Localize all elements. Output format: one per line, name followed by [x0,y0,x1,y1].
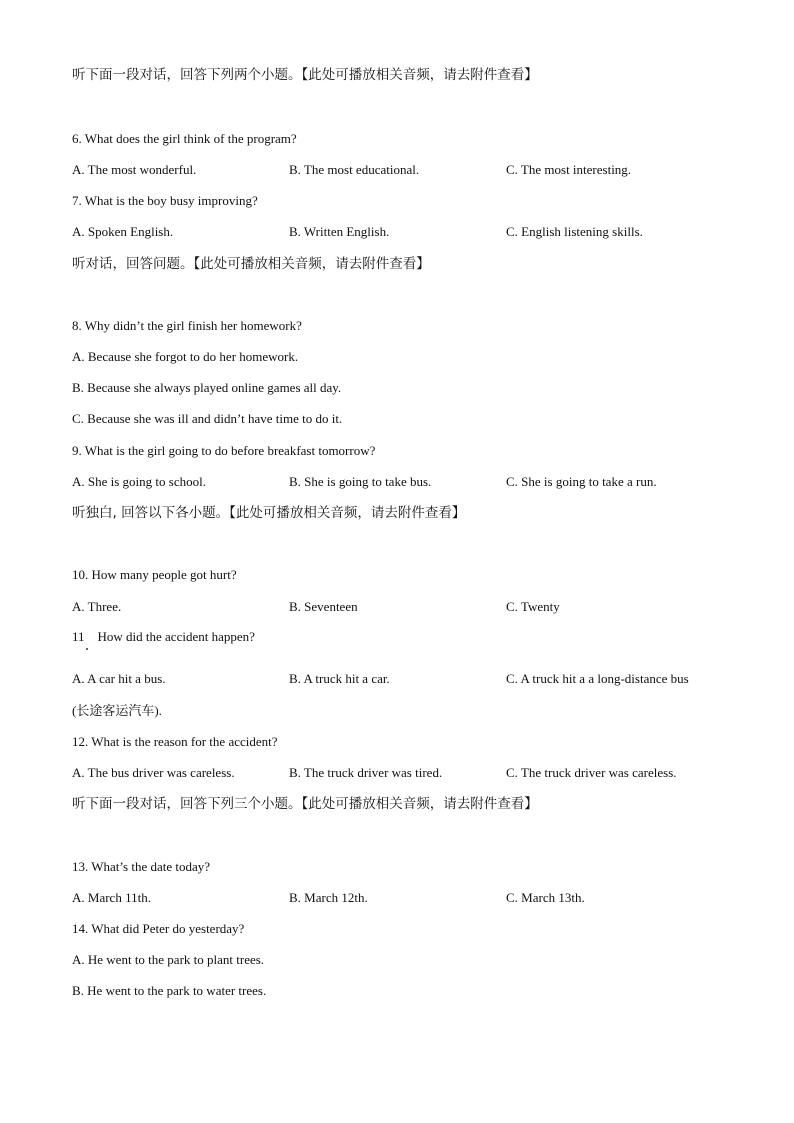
question-13-option-c: C. March 13th. [506,890,585,905]
question-10-option-b: B. Seventeen [289,599,358,614]
question-13: 13. What’s the date today? [72,859,211,874]
question-10-option-c: C. Twenty [506,599,560,614]
question-6-option-b: B. The most educational. [289,162,420,177]
section-instruction-2: 听对话，回答问题。【此处可播放相关音频，请去附件查看】 [72,256,430,272]
section-instruction-3: 听独白, 回答以下各小题。【此处可播放相关音频，请去附件查看】 [72,505,466,521]
question-11-option-c-continuation: (长途客运汽车). [72,703,162,718]
question-11-option-c: C. A truck hit a a long-distance bus [506,671,689,686]
stray-dot-mark [86,648,88,650]
section-instruction-1: 听下面一段对话，回答下列两个小题。【此处可播放相关音频，请去附件查看】 [72,67,538,83]
question-11: 11 How did the accident happen? [72,629,255,644]
question-14-option-b: B. He went to the park to water trees. [72,983,267,998]
question-6-option-c: C. The most interesting. [506,162,632,177]
question-7-option-c: C. English listening skills. [506,224,643,239]
question-12-option-a: A. The bus driver was careless. [72,765,235,780]
question-7-option-b: B. Written English. [289,224,390,239]
question-14-option-a: A. He went to the park to plant trees. [72,952,265,967]
question-13-option-a: A. March 11th. [72,890,151,905]
section-instruction-4: 听下面一段对话，回答下列三个小题。【此处可播放相关音频，请去附件查看】 [72,796,538,812]
question-7-option-a: A. Spoken English. [72,224,174,239]
question-9-option-a: A. She is going to school. [72,474,206,489]
question-9-option-b: B. She is going to take bus. [289,474,432,489]
question-9-option-c: C. She is going to take a run. [506,474,657,489]
question-9: 9. What is the girl going to do before breakfast tomorrow? [72,443,376,458]
question-14: 14. What did Peter do yesterday? [72,921,245,936]
question-8-option-c: C. Because she was ill and didn’t have time to do it. [72,411,343,426]
question-8: 8. Why didn’t the girl finish her homework? [72,318,302,333]
question-11-option-b: B. A truck hit a car. [289,671,390,686]
question-10-option-a: A. Three. [72,599,122,614]
question-6: 6. What does the girl think of the program? [72,131,297,146]
question-12-option-c: C. The truck driver was careless. [506,765,677,780]
question-8-option-a: A. Because she forgot to do her homework. [72,349,299,364]
question-12-option-b: B. The truck driver was tired. [289,765,443,780]
question-12: 12. What is the reason for the accident? [72,734,278,749]
question-8-option-b: B. Because she always played online games all day. [72,380,342,395]
question-7: 7. What is the boy busy improving? [72,193,258,208]
question-13-option-b: B. March 12th. [289,890,368,905]
question-10: 10. How many people got hurt? [72,567,237,582]
question-6-option-a: A. The most wonderful. [72,162,197,177]
question-11-option-a: A. A car hit a bus. [72,671,166,686]
